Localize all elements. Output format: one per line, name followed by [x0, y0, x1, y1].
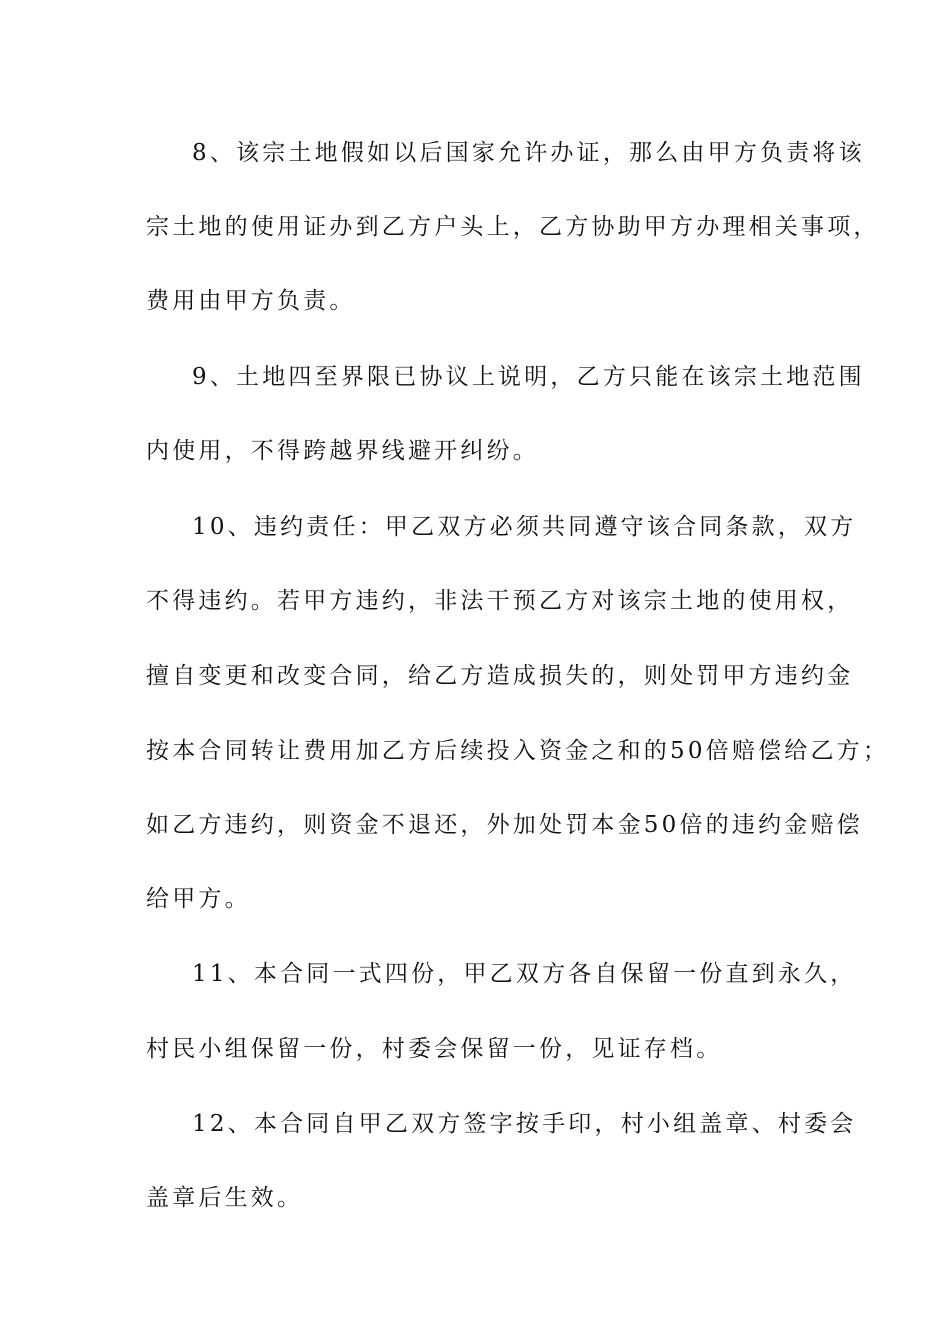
clause-12-line-2: 盖章后生效。	[146, 1185, 304, 1211]
clause-10-line-2: 不得违约。若甲方违约，非法干预乙方对该宗土地的使用权，	[146, 588, 854, 614]
clause-12-line-1: 12、本合同自甲乙双方签字按手印，村小组盖章、村委会	[192, 1111, 857, 1137]
clause-8-line-1: 8、该宗土地假如以后国家允许办证，那么由甲方负责将该	[192, 140, 865, 166]
clause-9-line-2: 内使用，不得跨越界线避开纠纷。	[146, 438, 539, 464]
clause-10-line-1: 10、违约责任：甲乙双方必须共同遵守该合同条款，双方	[192, 514, 857, 540]
clause-8-line-3: 费用由甲方负责。	[146, 288, 356, 314]
clause-11-line-2: 村民小组保留一份，村委会保留一份，见证存档。	[146, 1036, 723, 1062]
clause-10-line-3: 擅自变更和改变合同，给乙方造成损失的，则处罚甲方违约金	[146, 663, 854, 689]
clause-10-line-4: 按本合同转让费用加乙方后续投入资金之和的50倍赔偿给乙方；	[146, 738, 890, 764]
clause-9-line-1: 9、土地四至界限已协议上说明，乙方只能在该宗土地范围	[192, 364, 865, 390]
clause-10-line-6: 给甲方。	[146, 886, 251, 912]
clause-8-line-2: 宗土地的使用证办到乙方户头上，乙方协助甲方办理相关事项，	[146, 214, 880, 240]
clause-11-line-1: 11、本合同一式四份，甲乙双方各自保留一份直到永久，	[192, 961, 857, 987]
clause-10-line-5: 如乙方违约，则资金不退还，外加处罚本金50倍的违约金赔偿	[146, 812, 863, 838]
